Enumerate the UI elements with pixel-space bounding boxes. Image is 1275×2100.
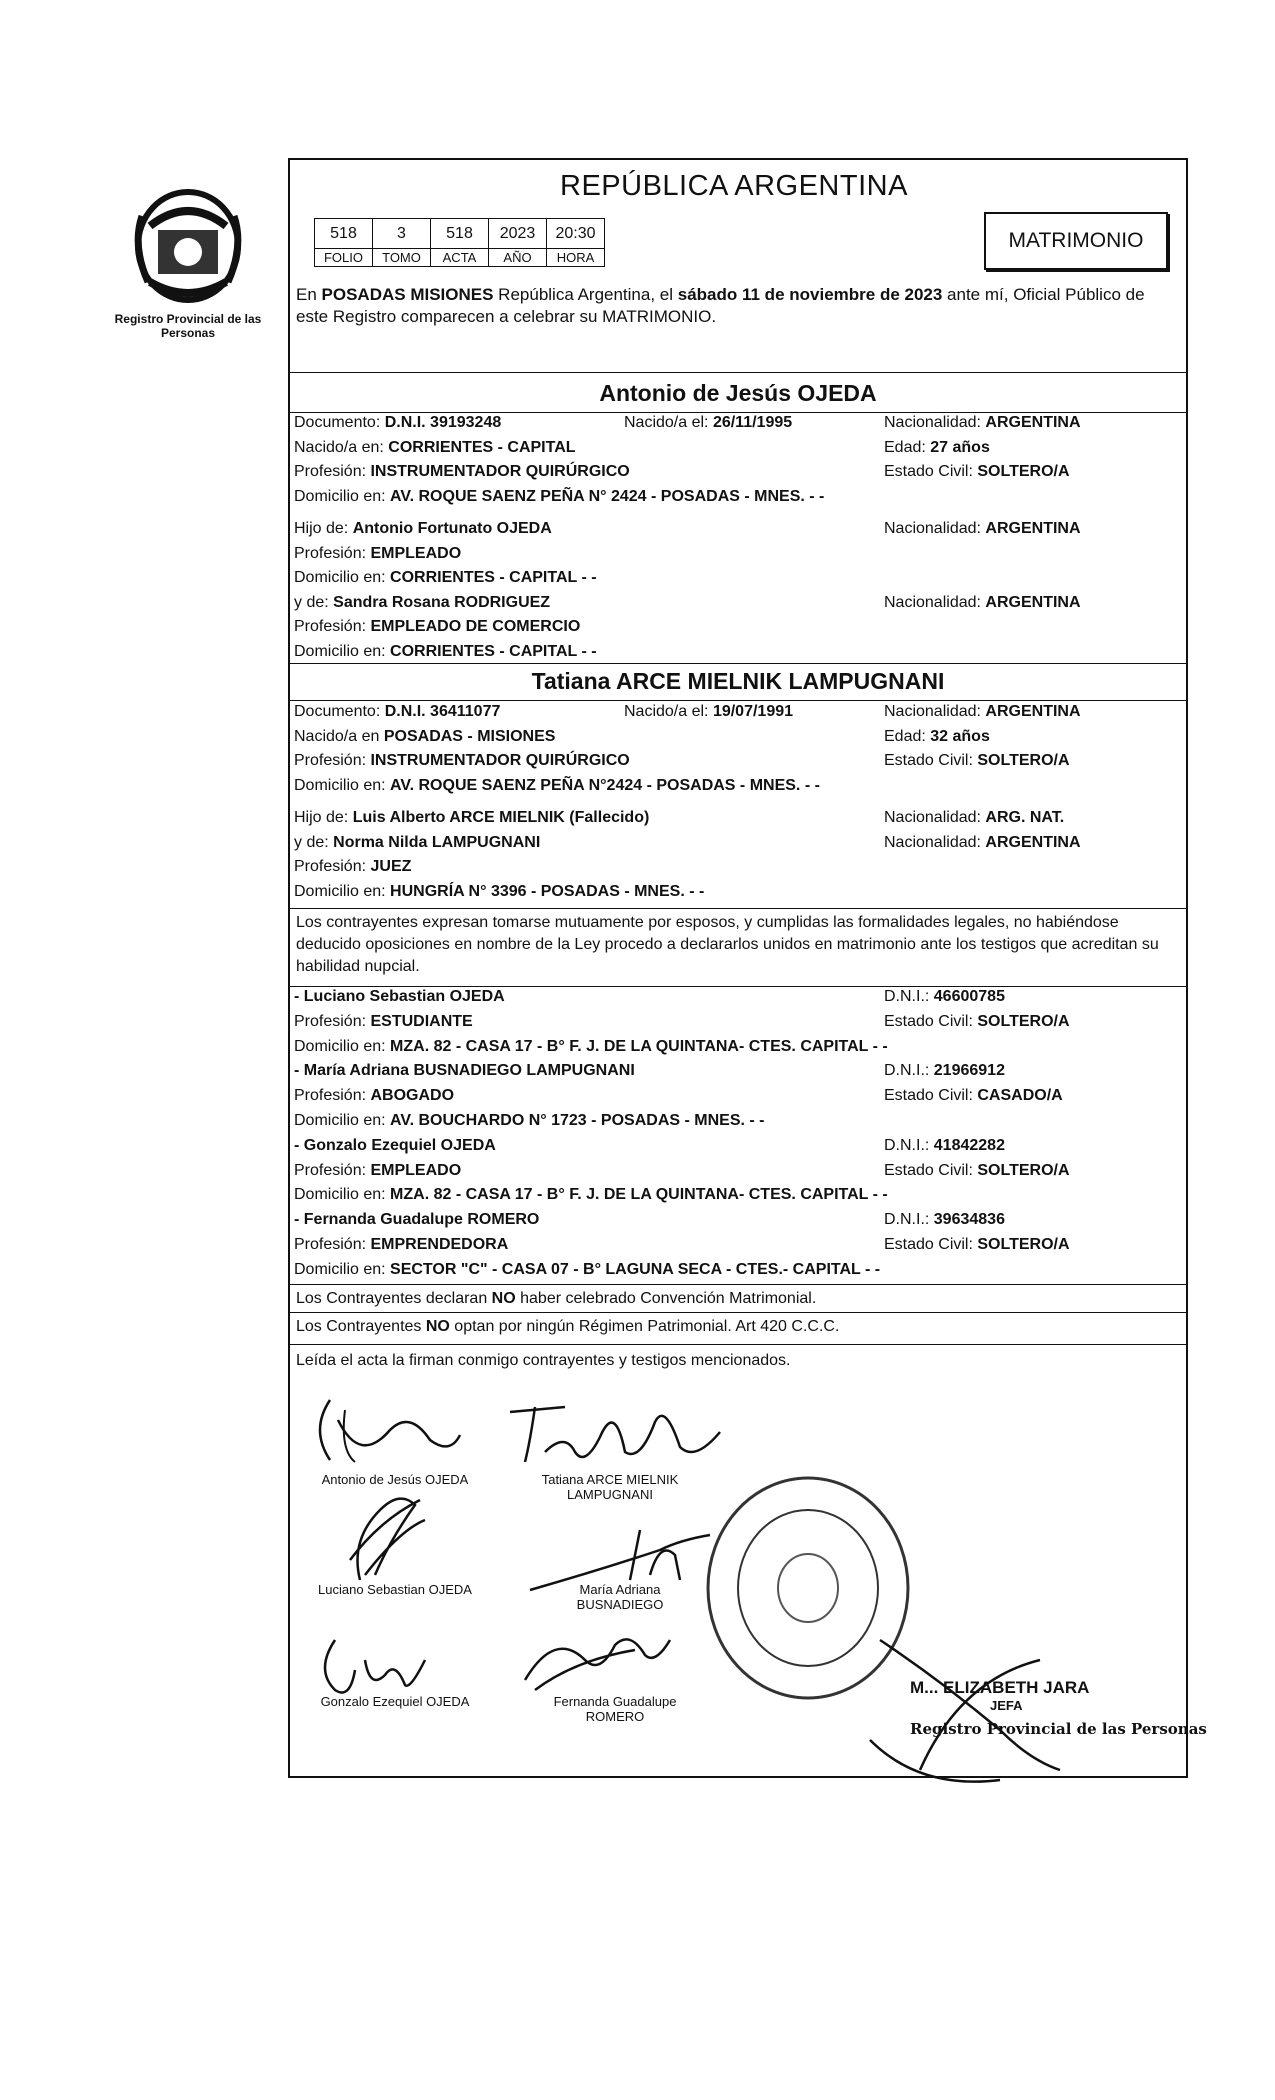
detail-cell [294,1162,461,1180]
field-value: ARGENTINA [985,593,1081,611]
detail-row [294,1162,1182,1184]
field-value: ESTUDIANTE [370,1012,473,1030]
detail-cell [884,728,990,746]
time-caption: HORA [547,249,605,267]
detail-row [294,988,1182,1010]
field-value: 39634836 [933,1211,1005,1229]
detail-cell [294,1211,539,1229]
field-label: y de: [294,833,334,851]
field-label: Estado Civil: [884,1087,978,1105]
field-label: Nacionalidad: [884,520,986,537]
detail-cell [884,439,990,457]
field-label: Nacionalidad: [884,593,986,611]
statement-text: optan por ningún Régimen Patrimonial. Art 420 C.C.C. [449,1318,840,1335]
detail-row [294,1013,1182,1035]
field-value: EMPLEADO [370,1161,462,1179]
field-value: SECTOR "C" - CASA 07 - B° LAGUNA SECA - CTES.- CAPITAL - - [390,1260,881,1278]
field-value: SOLTERO/A [977,1236,1070,1253]
detail-cell [294,1038,888,1056]
field-value: - María Adriana BUSNADIEGO LAMPUGNANI [294,1062,635,1080]
field-label: Domicilio en: [294,569,391,586]
detail-row [294,834,1182,856]
detail-cell [294,520,552,538]
groom-name: Antonio de Jesús OJEDA [599,380,877,406]
field-label: Profesión: [294,544,371,562]
detail-cell [884,414,1081,432]
registry-logo [112,186,264,340]
acta-caption: ACTA [431,249,489,267]
field-value: CASADO/A [977,1087,1063,1105]
time-value: 20:30 [547,219,605,249]
field-value: HUNGRÍA N° 3396 - POSADAS - MNES. - - [390,882,705,900]
detail-row [294,883,1182,905]
field-label: Nacido/a el: [624,414,713,431]
field-value: CORRIENTES - CAPITAL - - [390,569,597,586]
statement-no: NO [491,1290,516,1307]
detail-cell [884,1013,1070,1031]
field-value: MZA. 82 - CASA 17 - B° F. J. DE LA QUINTANA- CTES. CAPITAL - - [390,1037,888,1055]
detail-cell [884,1236,1070,1254]
field-value: 41842282 [933,1136,1005,1154]
detail-row [294,752,1182,774]
detail-row [294,858,1182,880]
field-label: Domicilio en: [294,1112,391,1129]
field-value: 19/07/1991 [712,703,794,720]
field-value: EMPLEADO DE COMERCIO [370,618,581,635]
declaration-paragraph: Los contrayentes expresan tomarse mutuamente por esposos, y cumplidas las formalidades legales, no habiéndose deducido oposiciones en nombre de la Ley procedo a declararlos unidos en matrimonio ante los testigos que acreditan su habilidad nupcial. [296,914,1159,975]
year-caption: AÑO [489,249,547,267]
field-value: INSTRUMENTADOR QUIRÚRGICO [370,752,630,769]
tomo-caption: TOMO [373,249,431,267]
signature-caption: Gonzalo Ezequiel OJEDA [320,1694,470,1709]
detail-row [294,1186,1182,1208]
field-value: MZA. 82 - CASA 17 - B° F. J. DE LA QUINTANA- CTES. CAPITAL - - [390,1186,888,1204]
field-label: D.N.I.: [884,1211,934,1229]
field-label: Profesión: [294,1236,371,1253]
officer-name: M... ELIZABETH JARA [910,1678,1090,1697]
field-value: EMPLEADO [370,544,462,562]
field-value: Antonio Fortunato OJEDA [352,520,552,537]
detail-row [294,1236,1182,1258]
field-label: Nacionalidad: [884,703,986,720]
logo-caption: Registro Provincial de las Personas [114,312,262,340]
signature-witness-4 [515,1620,675,1700]
field-value: ARGENTINA [985,833,1081,851]
detail-cell [884,1062,1005,1080]
intro-text: ante mí, Oficial Público de este Registro comparecen a celebrar su MATRIMONIO. [296,285,1145,326]
detail-cell [624,414,792,432]
signature-caption: Fernanda Guadalupe ROMERO [553,1694,677,1724]
intro-text: En [296,285,322,304]
detail-cell [294,643,597,661]
divider [290,1312,1186,1313]
signature-bride [505,1392,735,1472]
detail-row [294,618,1182,640]
field-label: Nacido/a el: [624,703,713,720]
detail-cell [884,1087,1063,1105]
detail-cell [294,858,411,876]
detail-cell [294,1112,764,1130]
field-value: AV. BOUCHARDO N° 1723 - POSADAS - MNES. - - [390,1112,765,1129]
officer-office: Registro Provincial de las Personas [910,1720,1207,1738]
field-label: Documento: [294,703,385,720]
signature-groom [300,1390,470,1470]
detail-cell [294,752,630,770]
detail-cell [294,594,550,612]
field-label: Domicilio en: [294,776,391,794]
detail-cell [294,1062,635,1080]
detail-row [294,520,1182,542]
divider [290,1284,1186,1285]
field-label: Profesión: [294,463,371,480]
detail-row [294,703,1182,725]
divider [290,1344,1186,1345]
field-value: JUEZ [370,858,412,875]
detail-cell [294,1261,880,1279]
detail-cell [294,728,555,746]
statement-text: haber celebrado Convención Matrimonial. [515,1290,817,1307]
detail-cell [294,463,630,481]
detail-cell [884,1137,1005,1155]
regime-statement [296,1316,1180,1338]
detail-row [294,1137,1182,1159]
detail-row [294,488,1182,510]
field-value: ABOGADO [370,1087,455,1105]
field-value: D.N.I. 39193248 [384,414,502,431]
field-label: Domicilio en: [294,1186,391,1204]
divider [290,412,1186,413]
field-value: 26/11/1995 [712,414,793,431]
field-label: Nacido/a en: [294,438,389,456]
detail-row [294,777,1182,799]
field-value: Luis Alberto ARCE MIELNIK (Fallecido) [352,809,650,826]
detail-row [294,594,1182,616]
field-label: Hijo de: [294,520,353,537]
detail-cell [294,703,500,721]
field-label: Estado Civil: [884,752,978,769]
field-label: Profesión: [294,752,371,769]
intro-paragraph [296,284,1180,328]
detail-row [294,414,1182,436]
detail-cell [884,988,1005,1006]
field-label: Documento: [294,414,385,431]
field-label: Nacionalidad: [884,414,986,431]
signature-caption: Luciano Sebastian OJEDA [318,1582,472,1597]
bride-name: Tatiana ARCE MIELNIK LAMPUGNANI [531,668,945,694]
folio-caption: FOLIO [315,249,373,267]
acta-value: 518 [431,219,489,249]
field-value: SOLTERO/A [977,463,1070,480]
field-label: Profesión: [294,858,371,875]
page-title: REPÚBLICA ARGENTINA [560,170,908,202]
detail-cell [884,463,1070,481]
field-label: Profesión: [294,1012,371,1030]
field-value: - Luciano Sebastian OJEDA [294,988,505,1005]
field-value: Norma Nilda LAMPUGNANI [333,833,541,851]
signature-witness-1 [320,1480,440,1590]
statement-text: Los Contrayentes declaran [296,1290,492,1307]
field-value: - Fernanda Guadalupe ROMERO [294,1211,540,1229]
field-value: 27 años [930,438,990,456]
detail-cell [294,988,505,1006]
signature-caption: Antonio de Jesús OJEDA [321,1472,469,1487]
field-label: Edad: [884,438,931,456]
detail-row [294,1261,1182,1283]
field-value: AV. ROQUE SAENZ PEÑA N° 2424 - POSADAS - MNES. - - [390,487,825,505]
register-box [314,218,605,267]
field-label: Profesión: [294,618,371,635]
field-label: D.N.I.: [884,988,934,1005]
detail-cell [294,834,540,852]
detail-cell [294,414,501,432]
field-value: ARGENTINA [985,703,1081,720]
detail-cell [294,545,461,563]
act-type-box: MATRIMONIO [984,212,1168,270]
detail-cell [294,777,820,795]
field-value: 46600785 [933,988,1005,1005]
detail-row [294,545,1182,567]
divider [290,986,1186,987]
field-value: 21966912 [933,1062,1005,1080]
detail-cell [294,488,824,506]
statement-text: Los Contrayentes [296,1318,426,1335]
signature-caption: Tatiana ARCE MIELNIK LAMPUGNANI [541,1472,679,1502]
detail-cell [294,569,597,587]
detail-cell [294,809,649,827]
detail-row [294,1038,1182,1060]
detail-cell [884,809,1064,827]
field-label: Domicilio en: [294,487,391,505]
field-value: CORRIENTES - CAPITAL [388,438,576,456]
folio-value: 518 [315,219,373,249]
field-value: - Gonzalo Ezequiel OJEDA [294,1136,496,1154]
detail-cell [294,1013,473,1031]
field-label: Domicilio en: [294,642,391,660]
detail-cell [884,594,1081,612]
detail-row [294,1211,1182,1233]
field-label: Estado Civil: [884,1161,978,1179]
divider [290,700,1186,701]
intro-place: POSADAS MISIONES [321,285,494,304]
field-value: SOLTERO/A [977,752,1070,769]
detail-cell [884,1211,1005,1229]
intro-date: sábado 11 de noviembre de 2023 [677,285,943,304]
closing-statement: Leída el acta la firman conmigo contrayentes y testigos mencionados. [296,1352,791,1369]
detail-cell [294,1236,508,1254]
detail-cell [294,618,580,636]
field-label: D.N.I.: [884,1062,934,1080]
field-label: Nacido/a en [294,727,384,745]
detail-row [294,643,1182,665]
divider [290,372,1186,373]
signature-witness-3 [310,1630,440,1700]
field-value: POSADAS - MISIONES [383,727,556,745]
detail-row [294,569,1182,591]
tomo-value: 3 [373,219,431,249]
convention-statement [296,1288,1180,1310]
detail-row [294,1062,1182,1084]
field-value: SOLTERO/A [977,1161,1070,1179]
field-label: D.N.I.: [884,1136,934,1154]
field-label: Estado Civil: [884,463,978,480]
detail-cell [294,1137,496,1155]
divider [290,908,1186,909]
detail-cell [624,703,793,721]
field-label: Edad: [884,727,931,745]
field-label: Profesión: [294,1087,371,1105]
field-label: Domicilio en: [294,1260,391,1278]
field-label: Nacionalidad: [884,809,986,826]
field-value: ARGENTINA [985,520,1081,537]
field-label: Domicilio en: [294,1037,391,1055]
detail-cell [884,834,1081,852]
detail-row [294,1087,1182,1109]
detail-cell [884,752,1070,770]
field-label: Estado Civil: [884,1012,978,1030]
detail-row [294,728,1182,750]
detail-row [294,809,1182,831]
field-value: ARG. NAT. [985,809,1065,826]
signature-officer [860,1620,1080,1790]
detail-cell [294,1186,888,1204]
detail-row [294,1112,1182,1134]
detail-cell [884,520,1081,538]
field-label: Domicilio en: [294,882,391,900]
field-label: Hijo de: [294,809,353,826]
detail-row [294,463,1182,485]
detail-row [294,439,1182,461]
statement-no: NO [425,1318,450,1335]
field-label: y de: [294,593,334,611]
field-value: AV. ROQUE SAENZ PEÑA N°2424 - POSADAS - MNES. - - [390,776,820,794]
provincial-seal-icon [128,186,248,304]
field-value: SOLTERO/A [977,1012,1070,1030]
field-value: ARGENTINA [985,414,1081,431]
field-value: INSTRUMENTADOR QUIRÚRGICO [370,463,630,480]
field-value: EMPRENDEDORA [370,1236,509,1253]
detail-cell [294,439,576,457]
field-value: D.N.I. 36411077 [384,703,501,720]
field-label: Estado Civil: [884,1236,978,1253]
detail-cell [294,883,704,901]
field-label: Profesión: [294,1161,371,1179]
intro-text: República Argentina, el [493,285,678,304]
signature-caption: María Adriana BUSNADIEGO [576,1582,664,1612]
detail-cell [294,1087,454,1105]
detail-cell [884,703,1081,721]
field-value: Sandra Rosana RODRIGUEZ [333,593,551,611]
year-value: 2023 [489,219,547,249]
field-value: 32 años [930,727,990,745]
field-value: CORRIENTES - CAPITAL - - [390,642,597,660]
detail-cell [884,1162,1070,1180]
officer-title: JEFA [990,1698,1023,1713]
field-label: Nacionalidad: [884,833,986,851]
